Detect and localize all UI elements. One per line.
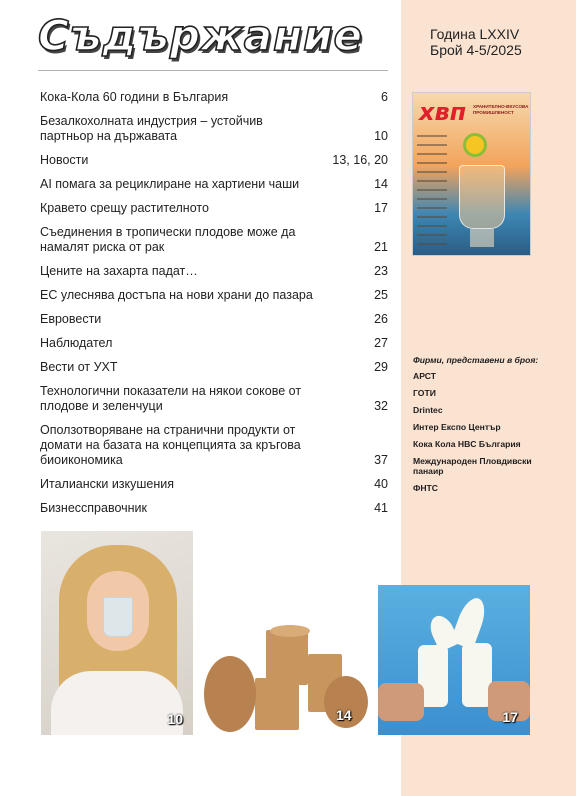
photo-page-number: 10 [167,711,183,727]
photo-page-number: 17 [502,709,518,725]
toc-item[interactable] [40,153,388,168]
toc-item[interactable] [40,501,388,516]
water-glass-shape [103,597,133,637]
photo-page-number: 14 [336,707,352,723]
toc-item-title: Кока-Кола 60 години в България [40,90,229,104]
company-name: ФНТС [413,483,438,493]
milk-splash-photo[interactable] [378,585,530,735]
company-name: Кока Кола HBC България [413,439,521,449]
toc-item[interactable] [40,114,388,144]
toc-item-title: Новости [40,153,89,167]
toc-item-pages: 25 [374,288,388,302]
toc-item-title: ЕС улеснява достъпа на нови храни до пазара [40,288,313,302]
toc-item-pages: 32 [374,399,388,413]
toc-item[interactable] [40,90,388,105]
toc-item-title: Италиански изкушения [40,477,175,491]
company-name: АРСТ [413,371,436,381]
toc-item-title: Оползотворяване на странични продукти от домати на базата на концепцията за кръгова биоикономика [40,423,301,467]
toc-item[interactable] [40,177,388,192]
page-title: Съдържание [38,11,363,60]
toc-item-pages: 23 [374,264,388,278]
toc-item[interactable] [40,360,388,375]
woman-drinking-water-photo[interactable] [41,531,193,735]
issue-label: Брой 4-5/2025 [430,42,522,58]
cover-logo: хвп [419,98,467,126]
featured-companies [413,355,563,500]
toc-item-title: AI помага за рециклиране на хартиени чаши [40,177,300,191]
toc-item-title: Безалкохолната индустрия – устойчив партньор на държавата [40,114,263,143]
toc-item-title: Цените на захарта падат… [40,264,198,278]
toc-item-title: Бизнесcправочник [40,501,147,515]
company-name: Интер Експо Център [413,422,501,432]
toc-item-pages: 14 [374,177,388,191]
toc-item-title: Кравето срещу растителното [40,201,209,215]
hand-left [378,683,424,721]
milk-splash-right [450,594,490,649]
cup-rim [270,625,310,637]
cocktail-glass-image [459,165,505,229]
toc-item-pages: 40 [374,477,388,491]
featured-companies-heading: Фирми, представени в броя: [413,355,539,365]
table-of-contents [40,86,388,516]
toc-item[interactable] [40,477,388,492]
cup-stack [266,630,308,685]
toc-item-pages: 29 [374,360,388,374]
toc-item-pages: 13, 16, 20 [332,153,388,167]
toc-item-pages: 37 [374,453,388,467]
toc-item[interactable] [40,201,388,216]
toc-item[interactable] [40,336,388,351]
paper-cups-photo[interactable] [200,620,375,735]
toc-item[interactable] [40,225,388,255]
shirt-shape [51,671,183,735]
cover-headlines [417,135,447,252]
cover-subtitle: ХРАНИТЕЛНО-ВКУСОВА ПРОМИШЛЕНОСТ [473,104,529,115]
toc-item-title: Вести от УХТ [40,360,118,374]
toc-item-pages: 26 [374,312,388,326]
toc-item[interactable] [40,264,388,279]
toc-item[interactable] [40,384,388,414]
title-divider [38,70,388,71]
toc-item-title: Наблюдател [40,336,113,350]
company-name: Drintec [413,405,443,415]
toc-item-pages: 17 [374,201,388,215]
toc-item[interactable] [40,423,388,468]
toc-item-title: Съединения в тропически плодове може да намалят риска от рак [40,225,296,254]
toc-item[interactable] [40,312,388,327]
toc-item-pages: 27 [374,336,388,350]
year-label: Година LXXIV [430,26,520,42]
issue-info [430,26,522,58]
kiwi-slice-image [463,133,487,157]
toc-item-pages: 6 [381,90,388,104]
cup-stack [255,678,299,730]
toc-item-pages: 10 [374,129,388,143]
toc-item-pages: 41 [374,501,388,515]
lid-stack [204,656,256,732]
toc-item[interactable] [40,288,388,303]
toc-item-pages: 21 [374,240,388,254]
company-name: ГОТИ [413,388,436,398]
magazine-cover[interactable] [412,92,531,256]
toc-item-title: Технологични показатели на някои сокове от плодове и зеленчуци [40,384,302,413]
toc-item-title: Евровести [40,312,102,326]
company-name: Международен Пловдивски панаир [413,456,532,476]
glass-stem-image [470,229,494,247]
